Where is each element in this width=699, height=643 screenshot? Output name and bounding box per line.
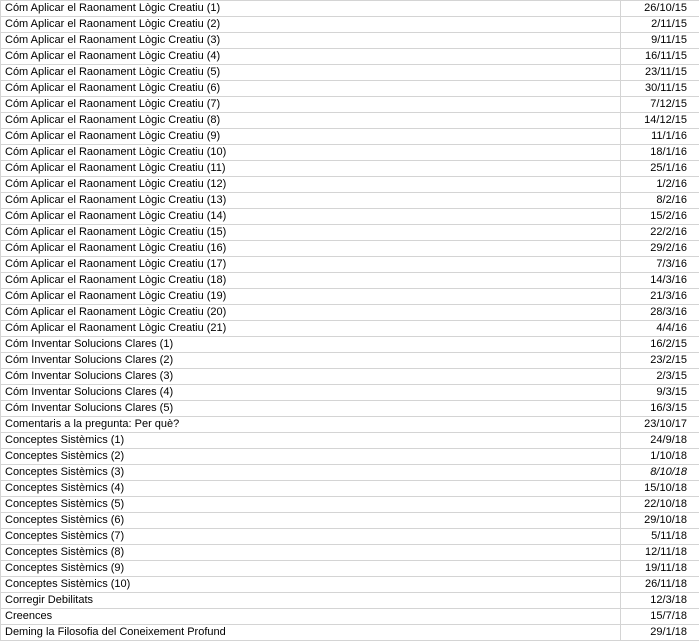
- table-row: [1, 97, 699, 113]
- date-cell[interactable]: 2/11/15: [621, 17, 699, 33]
- date-cell[interactable]: 22/2/16: [621, 225, 699, 241]
- date-cell[interactable]: 18/1/16: [621, 145, 699, 161]
- table-row: [1, 113, 699, 129]
- table-row: [1, 17, 699, 33]
- date-cell[interactable]: 12/3/18: [621, 593, 699, 609]
- title-cell[interactable]: Cóm Aplicar el Raonament Lògic Creatiu (12): [1, 177, 621, 193]
- title-cell[interactable]: Conceptes Sistèmics (6): [1, 513, 621, 529]
- title-cell[interactable]: Cóm Aplicar el Raonament Lògic Creatiu (13): [1, 193, 621, 209]
- date-cell[interactable]: 15/2/16: [621, 209, 699, 225]
- table-row: [1, 273, 699, 289]
- table-row: [1, 369, 699, 385]
- date-cell[interactable]: 24/9/18: [621, 433, 699, 449]
- table-row: [1, 257, 699, 273]
- title-cell[interactable]: Cóm Aplicar el Raonament Lògic Creatiu (14): [1, 209, 621, 225]
- date-cell[interactable]: 8/10/18: [621, 465, 699, 481]
- table-row: [1, 161, 699, 177]
- table-row: [1, 353, 699, 369]
- title-cell[interactable]: Conceptes Sistèmics (7): [1, 529, 621, 545]
- table-row: [1, 449, 699, 465]
- title-cell[interactable]: Cóm Aplicar el Raonament Lògic Creatiu (2): [1, 17, 621, 33]
- table-row: [1, 529, 699, 545]
- table-row: [1, 65, 699, 81]
- title-cell[interactable]: Conceptes Sistèmics (3): [1, 465, 621, 481]
- title-cell[interactable]: Cóm Aplicar el Raonament Lògic Creatiu (15): [1, 225, 621, 241]
- title-cell[interactable]: Cóm Inventar Solucions Clares (4): [1, 385, 621, 401]
- date-cell[interactable]: 5/11/18: [621, 529, 699, 545]
- table-row: [1, 321, 699, 337]
- date-cell[interactable]: 16/11/15: [621, 49, 699, 65]
- table-row: [1, 577, 699, 593]
- table-row: [1, 401, 699, 417]
- table-row: [1, 481, 699, 497]
- date-cell[interactable]: 21/3/16: [621, 289, 699, 305]
- table-row: [1, 433, 699, 449]
- table-row: [1, 81, 699, 97]
- title-cell[interactable]: Conceptes Sistèmics (8): [1, 545, 621, 561]
- title-cell[interactable]: Cóm Aplicar el Raonament Lògic Creatiu (11): [1, 161, 621, 177]
- title-cell[interactable]: Cóm Aplicar el Raonament Lògic Creatiu (20): [1, 305, 621, 321]
- table-row: [1, 193, 699, 209]
- date-cell[interactable]: 26/10/15: [621, 1, 699, 17]
- table-row: [1, 49, 699, 65]
- title-cell[interactable]: Cóm Aplicar el Raonament Lògic Creatiu (8): [1, 113, 621, 129]
- title-cell[interactable]: Cóm Inventar Solucions Clares (2): [1, 353, 621, 369]
- table-row: [1, 593, 699, 609]
- title-cell[interactable]: Cóm Aplicar el Raonament Lògic Creatiu (17): [1, 257, 621, 273]
- title-cell[interactable]: Cóm Inventar Solucions Clares (5): [1, 401, 621, 417]
- date-cell[interactable]: 1/2/16: [621, 177, 699, 193]
- table-row: [1, 625, 699, 641]
- table-row: [1, 465, 699, 481]
- date-cell[interactable]: 16/2/15: [621, 337, 699, 353]
- date-cell[interactable]: 1/10/18: [621, 449, 699, 465]
- title-cell[interactable]: Cóm Aplicar el Raonament Lògic Creatiu (21): [1, 321, 621, 337]
- date-cell[interactable]: 29/2/16: [621, 241, 699, 257]
- title-cell[interactable]: Cóm Aplicar el Raonament Lògic Creatiu (6): [1, 81, 621, 97]
- date-cell[interactable]: 15/10/18: [621, 481, 699, 497]
- title-cell[interactable]: Comentaris a la pregunta: Per què?: [1, 417, 621, 433]
- title-cell[interactable]: Cóm Aplicar el Raonament Lògic Creatiu (9): [1, 129, 621, 145]
- date-cell[interactable]: 29/1/18: [621, 625, 699, 641]
- date-cell[interactable]: 16/3/15: [621, 401, 699, 417]
- title-cell[interactable]: Conceptes Sistèmics (2): [1, 449, 621, 465]
- title-cell[interactable]: Cóm Aplicar el Raonament Lògic Creatiu (19): [1, 289, 621, 305]
- date-cell[interactable]: 29/10/18: [621, 513, 699, 529]
- table-row: [1, 417, 699, 433]
- table-row: [1, 145, 699, 161]
- table-row: [1, 33, 699, 49]
- date-cell[interactable]: 22/10/18: [621, 497, 699, 513]
- title-cell[interactable]: Cóm Aplicar el Raonament Lògic Creatiu (18): [1, 273, 621, 289]
- table-row: [1, 1, 699, 17]
- title-cell[interactable]: Cóm Aplicar el Raonament Lògic Creatiu (4): [1, 49, 621, 65]
- table-row: [1, 497, 699, 513]
- date-cell[interactable]: 7/3/16: [621, 257, 699, 273]
- title-cell[interactable]: Cóm Aplicar el Raonament Lògic Creatiu (3): [1, 33, 621, 49]
- table-row: [1, 129, 699, 145]
- table-row: [1, 545, 699, 561]
- spreadsheet-body: [1, 1, 699, 641]
- title-cell[interactable]: Deming la Filosofia del Coneixement Profund: [1, 625, 621, 641]
- title-cell[interactable]: Conceptes Sistèmics (1): [1, 433, 621, 449]
- title-cell[interactable]: Conceptes Sistèmics (5): [1, 497, 621, 513]
- date-cell[interactable]: 23/2/15: [621, 353, 699, 369]
- date-cell[interactable]: 30/11/15: [621, 81, 699, 97]
- table-row: [1, 305, 699, 321]
- date-cell[interactable]: 23/10/17: [621, 417, 699, 433]
- date-cell[interactable]: 11/1/16: [621, 129, 699, 145]
- date-cell[interactable]: 8/2/16: [621, 193, 699, 209]
- date-cell[interactable]: 28/3/16: [621, 305, 699, 321]
- table-row: [1, 337, 699, 353]
- title-cell[interactable]: Conceptes Sistèmics (9): [1, 561, 621, 577]
- title-cell[interactable]: Cóm Aplicar el Raonament Lògic Creatiu (5): [1, 65, 621, 81]
- title-cell[interactable]: Corregir Debilitats: [1, 593, 621, 609]
- date-cell[interactable]: 14/3/16: [621, 273, 699, 289]
- date-cell[interactable]: 9/3/15: [621, 385, 699, 401]
- table-row: [1, 225, 699, 241]
- title-cell[interactable]: Cóm Aplicar el Raonament Lògic Creatiu (16): [1, 241, 621, 257]
- table-row: [1, 609, 699, 625]
- date-cell[interactable]: 7/12/15: [621, 97, 699, 113]
- date-cell[interactable]: 19/11/18: [621, 561, 699, 577]
- table-row: [1, 385, 699, 401]
- title-cell[interactable]: Cóm Inventar Solucions Clares (3): [1, 369, 621, 385]
- date-cell[interactable]: 4/4/16: [621, 321, 699, 337]
- table-row: [1, 289, 699, 305]
- table-row: [1, 241, 699, 257]
- date-cell[interactable]: 26/11/18: [621, 577, 699, 593]
- title-cell[interactable]: Conceptes Sistèmics (4): [1, 481, 621, 497]
- date-cell[interactable]: 14/12/15: [621, 113, 699, 129]
- title-cell[interactable]: Cóm Inventar Solucions Clares (1): [1, 337, 621, 353]
- title-cell[interactable]: Cóm Aplicar el Raonament Lògic Creatiu (1): [1, 1, 621, 17]
- date-cell[interactable]: 9/11/15: [621, 33, 699, 49]
- title-cell[interactable]: Creences: [1, 609, 621, 625]
- date-cell[interactable]: 23/11/15: [621, 65, 699, 81]
- table-row: [1, 513, 699, 529]
- date-cell[interactable]: 2/3/15: [621, 369, 699, 385]
- title-cell[interactable]: Conceptes Sistèmics (10): [1, 577, 621, 593]
- title-cell[interactable]: Cóm Aplicar el Raonament Lògic Creatiu (10): [1, 145, 621, 161]
- table-row: [1, 177, 699, 193]
- date-cell[interactable]: 12/11/18: [621, 545, 699, 561]
- date-cell[interactable]: 15/7/18: [621, 609, 699, 625]
- title-cell[interactable]: Cóm Aplicar el Raonament Lògic Creatiu (7): [1, 97, 621, 113]
- table-row: [1, 209, 699, 225]
- date-cell[interactable]: 25/1/16: [621, 161, 699, 177]
- table-row: [1, 561, 699, 577]
